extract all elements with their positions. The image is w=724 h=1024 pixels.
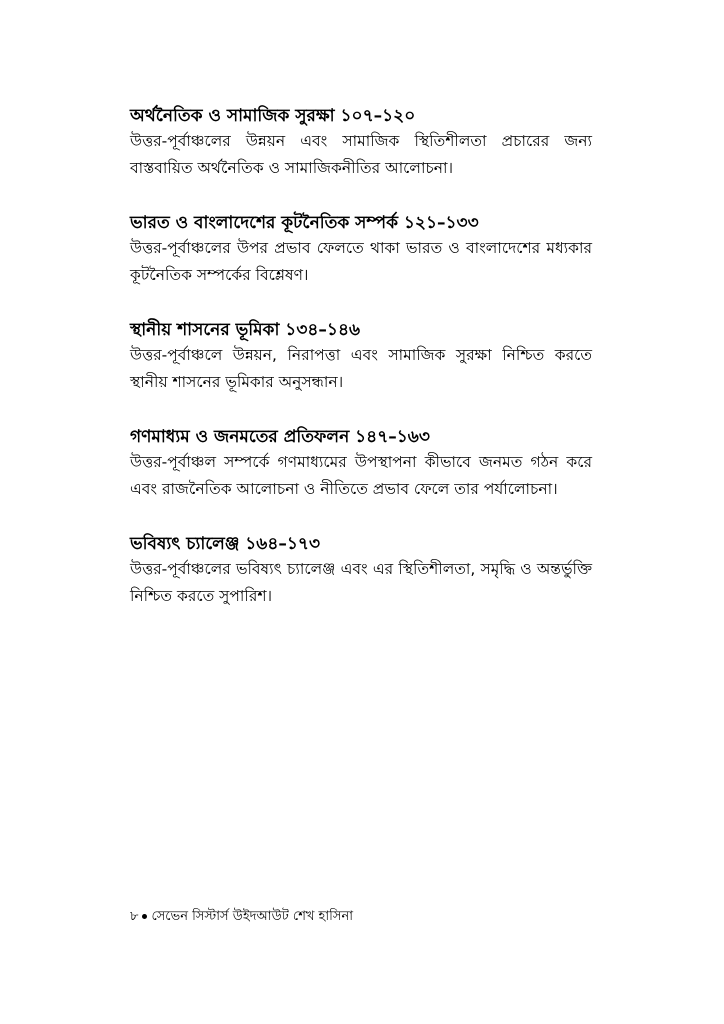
entry-description: উত্তর-পূর্বাঞ্চলে উন্নয়ন, নিরাপত্তা এবং সামাজিক সুরক্ষা নিশ্চিত করতে স্থানীয় শাসনের ভূমিকার অনুসন্ধান।	[130, 346, 592, 391]
page-footer	[130, 908, 353, 926]
contents-entry	[130, 104, 592, 182]
contents-entry	[130, 425, 592, 503]
entry-description: উত্তর-পূর্বাঞ্চলের ভবিষ্যৎ চ্যালেঞ্জ এবং এর স্থিতিশীলতা, সমৃদ্ধি ও অন্তর্ভুক্তি নিশ্চিত করতে সুপারিশ।	[130, 560, 592, 605]
entry-heading: ভারত ও বাংলাদেশের কূটনৈতিক সম্পর্ক ১২১–১৩৩	[130, 213, 479, 233]
contents-entry	[130, 211, 592, 289]
entry-heading: অর্থনৈতিক ও সামাজিক সুরক্ষা ১০৭–১২০	[130, 106, 416, 126]
entry-heading: স্থানীয় শাসনের ভূমিকা ১৩৪–১৪৬	[130, 320, 361, 340]
contents-entry	[130, 318, 592, 396]
entry-description: উত্তর-পূর্বাঞ্চলের উপর প্রভাব ফেলতে থাকা ভারত ও বাংলাদেশের মধ্যকার কূটনৈতিক সম্পর্কের বিশ্লেষণ।	[130, 239, 592, 284]
entry-description: উত্তর-পূর্বাঞ্চলের উন্নয়ন এবং সামাজিক স্থিতিশীলতা প্রচারের জন্য বাস্তবায়িত অর্থনৈতিক ও সামাজিকনীতির আলোচনা।	[130, 132, 592, 177]
entry-description: উত্তর-পূর্বাঞ্চল সম্পর্কে গণমাধ্যমের উপস্থাপনা কীভাবে জনমত গঠন করে এবং রাজনৈতিক আলোচনা ও নীতিতে প্রভাব ফেলে তার পর্যালোচনা।	[130, 453, 592, 498]
contents-list	[130, 104, 592, 639]
entry-heading: গণমাধ্যম ও জনমতের প্রতিফলন ১৪৭–১৬৩	[130, 427, 430, 447]
contents-entry	[130, 532, 592, 610]
entry-heading: ভবিষ্যৎ চ্যালেঞ্জ ১৬৪–১৭৩	[130, 534, 321, 554]
page-number: ৮	[130, 909, 139, 924]
bullet-separator	[142, 914, 147, 919]
running-title: সেভেন সিস্টার্স উইদআউট শেখ হাসিনা	[151, 909, 353, 924]
